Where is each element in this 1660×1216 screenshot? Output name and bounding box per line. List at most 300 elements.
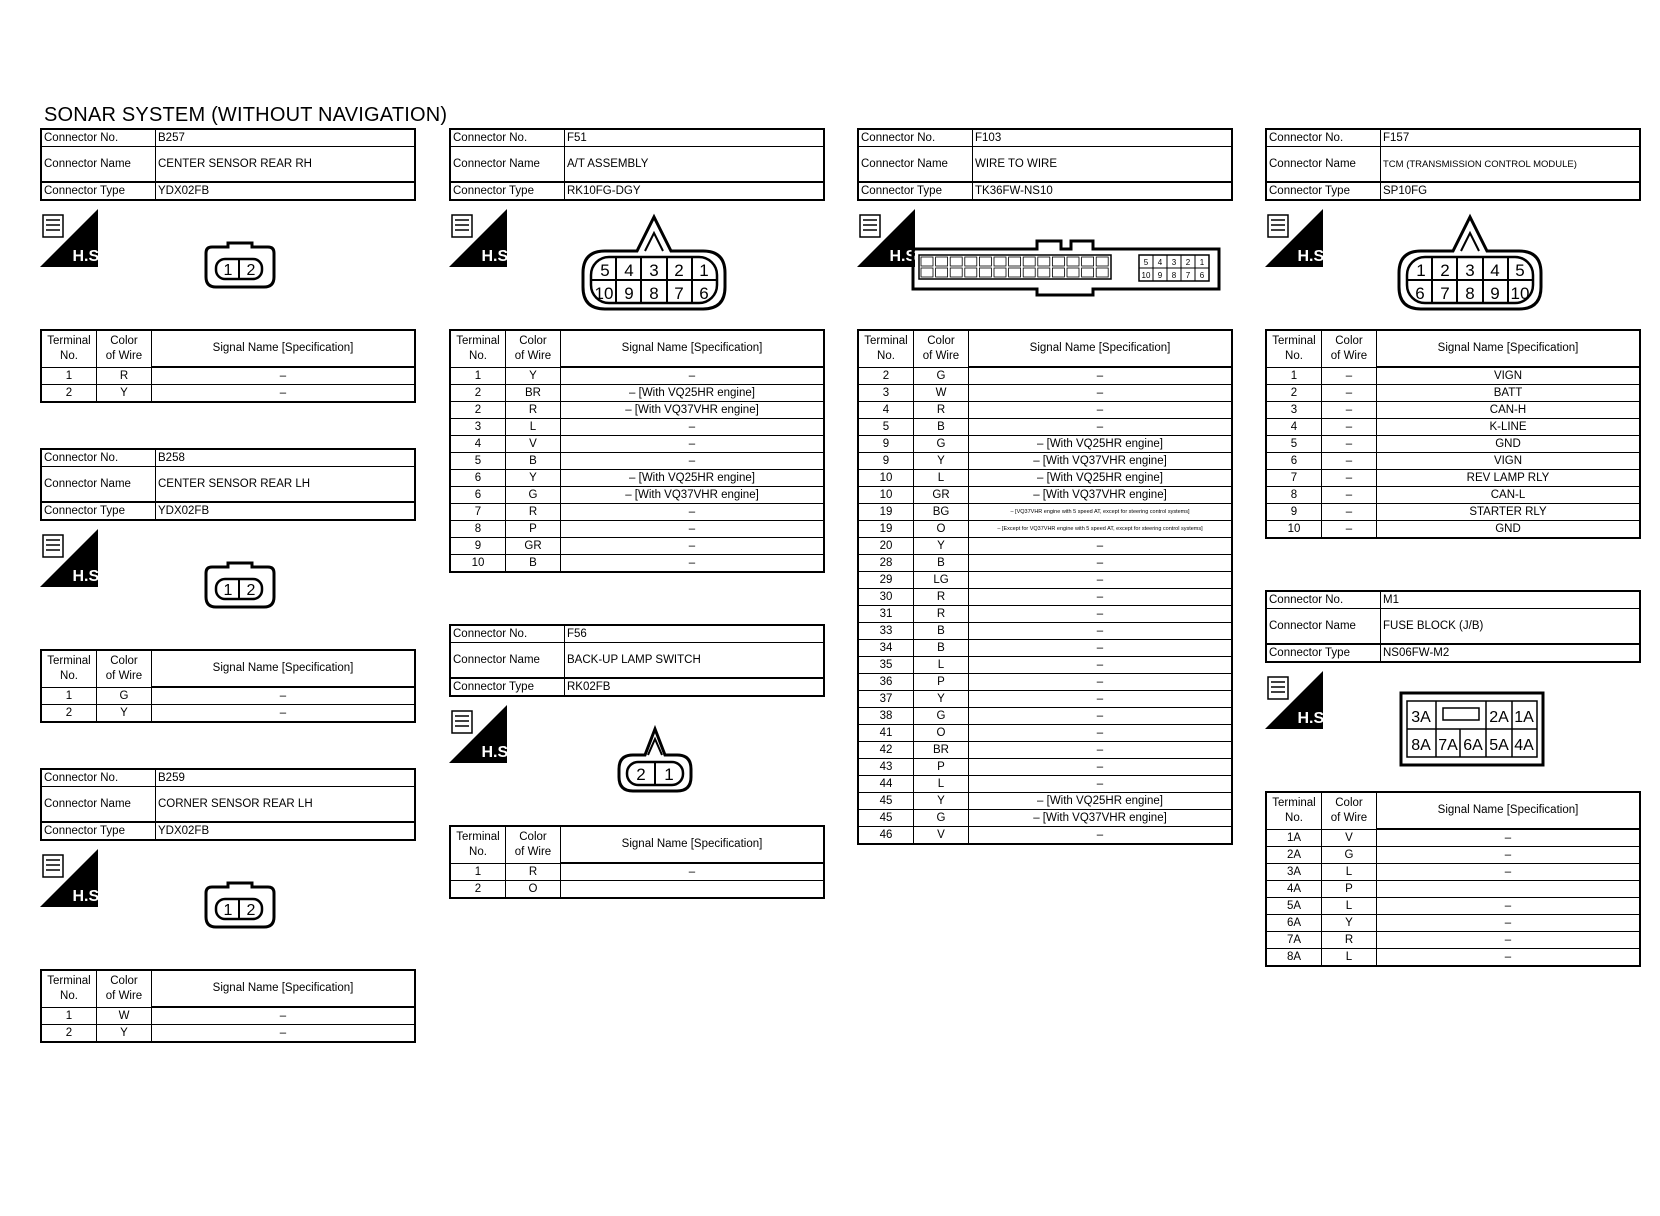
- connector-figure: [40, 521, 416, 649]
- table-row: [1266, 453, 1640, 470]
- signal-name-cell: –: [561, 453, 825, 470]
- table-row: [858, 453, 1232, 470]
- signal-name-cell: –: [1377, 915, 1641, 932]
- wire-color-cell: V: [506, 436, 561, 453]
- connector-type-label: Connector Type: [450, 678, 565, 696]
- pin-label: 3: [1465, 261, 1475, 280]
- table-row: [1266, 932, 1640, 949]
- table-row: [858, 555, 1232, 572]
- table-row: [858, 759, 1232, 776]
- signal-name-header: Signal Name [Specification]: [561, 826, 825, 863]
- table-row: [1266, 385, 1640, 402]
- terminal-no-header: Terminal No.: [450, 330, 506, 367]
- harness-side-icon: [1265, 671, 1329, 729]
- wire-color-cell: R: [914, 589, 969, 606]
- table-row: [858, 521, 1232, 538]
- table-row: [1266, 881, 1640, 898]
- connector-no-label: Connector No.: [41, 769, 156, 787]
- wire-color-cell: G: [1322, 847, 1377, 864]
- signal-name-cell: –: [1377, 898, 1641, 915]
- pin-label: 1: [223, 582, 233, 599]
- terminal-no-cell: 2A: [1266, 847, 1322, 864]
- signal-name-cell: –: [561, 436, 825, 453]
- table-row: [450, 504, 824, 521]
- signal-name-cell: –: [152, 367, 416, 385]
- signal-name-cell: –: [969, 691, 1233, 708]
- wire-color-cell: B: [914, 623, 969, 640]
- signal-name-cell: –: [969, 572, 1233, 589]
- connector-figure: [1265, 201, 1641, 329]
- pin-label: 2: [246, 582, 256, 599]
- pin-label: 5A: [1489, 737, 1509, 754]
- connector-figure: [449, 697, 825, 825]
- harness-side-icon: [40, 529, 104, 587]
- connector-no-value: B257: [156, 129, 416, 147]
- signal-name-header: Signal Name [Specification]: [152, 650, 416, 687]
- terminal-no-cell: 2: [858, 367, 914, 385]
- signal-name-cell: –: [561, 504, 825, 521]
- table-row: [858, 674, 1232, 691]
- terminal-no-cell: 30: [858, 589, 914, 606]
- terminal-no-cell: 42: [858, 742, 914, 759]
- signal-name-cell: –: [561, 419, 825, 436]
- signal-name-cell: – [With VQ25HR engine]: [969, 793, 1233, 810]
- table-row: [858, 589, 1232, 606]
- signal-name-cell: – [With VQ25HR engine]: [561, 470, 825, 487]
- wire-color-cell: BG: [914, 504, 969, 521]
- wire-color-cell: Y: [914, 691, 969, 708]
- terminal-no-header: Terminal No.: [1266, 330, 1322, 367]
- signal-name-cell: –: [152, 1007, 416, 1025]
- wire-color-cell: P: [1322, 881, 1377, 898]
- wire-color-cell: –: [1322, 436, 1377, 453]
- signal-name-header: Signal Name [Specification]: [152, 330, 416, 367]
- connector-type-value: NS06FW-M2: [1381, 644, 1641, 662]
- signal-name-cell: BATT: [1377, 385, 1641, 402]
- wire-color-cell: L: [1322, 898, 1377, 915]
- wire-color-header: Color of Wire: [506, 826, 561, 863]
- connector-info-table: [1265, 590, 1641, 663]
- table-row: [858, 504, 1232, 521]
- hs-label: H.S.: [1297, 710, 1329, 727]
- terminal-no-header: Terminal No.: [41, 970, 97, 1007]
- wire-color-cell: R: [506, 504, 561, 521]
- table-row: [858, 827, 1232, 845]
- connector-type-value: TK36FW-NS10: [973, 182, 1233, 200]
- terminal-no-cell: 4: [450, 436, 506, 453]
- table-row: [858, 606, 1232, 623]
- terminal-table: [1265, 791, 1641, 967]
- pin-label: 5: [600, 261, 610, 280]
- table-row: [450, 385, 824, 402]
- connector-figure: [449, 201, 825, 329]
- wire-color-cell: W: [914, 385, 969, 402]
- table-row: [450, 436, 824, 453]
- signal-name-cell: [1377, 881, 1641, 898]
- table-row: [858, 793, 1232, 810]
- terminal-no-cell: 10: [450, 555, 506, 573]
- hs-label: H.S.: [72, 248, 104, 265]
- pin-label: 8: [649, 284, 659, 303]
- wire-color-cell: –: [1322, 402, 1377, 419]
- wire-color-header: Color of Wire: [97, 330, 152, 367]
- table-row: [41, 705, 415, 723]
- terminal-no-cell: 31: [858, 606, 914, 623]
- wire-color-cell: Y: [914, 453, 969, 470]
- terminal-no-cell: 45: [858, 793, 914, 810]
- wire-color-cell: V: [914, 827, 969, 845]
- signal-name-cell: [561, 881, 825, 899]
- pin-label: 8A: [1411, 737, 1431, 754]
- table-row: [858, 623, 1232, 640]
- connector-8pin-fuse-face: [1399, 691, 1545, 767]
- table-row: [858, 487, 1232, 504]
- connector-block-f51: [449, 128, 825, 573]
- terminal-no-cell: 2: [1266, 385, 1322, 402]
- terminal-table: [449, 825, 825, 899]
- connector-10pin-face: [1395, 215, 1545, 315]
- wire-color-cell: G: [914, 436, 969, 453]
- connector-no-value: M1: [1381, 591, 1641, 609]
- signal-name-cell: VIGN: [1377, 453, 1641, 470]
- signal-name-cell: –: [969, 640, 1233, 657]
- terminal-no-header: Terminal No.: [41, 650, 97, 687]
- connector-no-value: B259: [156, 769, 416, 787]
- table-row: [858, 640, 1232, 657]
- signal-name-header: Signal Name [Specification]: [152, 970, 416, 1007]
- table-row: [1266, 367, 1640, 385]
- harness-side-icon: [40, 209, 104, 267]
- wire-color-cell: –: [1322, 521, 1377, 539]
- terminal-no-cell: 45: [858, 810, 914, 827]
- pin-label: 1: [223, 262, 233, 279]
- pin-label: 10: [1510, 284, 1530, 303]
- connector-block-m1: [1265, 590, 1641, 967]
- connector-info-table: [40, 128, 416, 201]
- connector-type-value: YDX02FB: [156, 182, 416, 200]
- table-row: [450, 402, 824, 419]
- wire-color-cell: G: [914, 367, 969, 385]
- signal-name-cell: –: [152, 705, 416, 723]
- terminal-no-cell: 3: [450, 419, 506, 436]
- terminal-no-cell: 36: [858, 674, 914, 691]
- wire-color-cell: Y: [506, 367, 561, 385]
- svg-text:4: 4: [1157, 258, 1163, 267]
- connector-2pin-face: [200, 561, 280, 611]
- table-row: [858, 419, 1232, 436]
- terminal-table: [857, 329, 1233, 845]
- table-row: [41, 1025, 415, 1043]
- signal-name-cell: CAN-H: [1377, 402, 1641, 419]
- wire-color-header: Color of Wire: [1322, 792, 1377, 829]
- harness-side-icon: [40, 849, 104, 907]
- connector-info-table: [449, 624, 825, 697]
- signal-name-cell: CAN-L: [1377, 487, 1641, 504]
- connector-info-table: [40, 448, 416, 521]
- wire-color-cell: O: [914, 725, 969, 742]
- signal-name-cell: – [With VQ25HR engine]: [969, 436, 1233, 453]
- terminal-no-cell: 41: [858, 725, 914, 742]
- terminal-no-cell: 3A: [1266, 864, 1322, 881]
- hs-label: H.S.: [72, 568, 104, 585]
- terminal-no-cell: 37: [858, 691, 914, 708]
- terminal-table: [449, 329, 825, 573]
- connector-figure: [857, 201, 1233, 329]
- terminal-table: [1265, 329, 1641, 539]
- connector-2pin-face: [200, 881, 280, 931]
- connector-type-value: YDX02FB: [156, 822, 416, 840]
- table-row: [1266, 949, 1640, 967]
- wire-color-cell: B: [506, 555, 561, 573]
- terminal-no-cell: 6A: [1266, 915, 1322, 932]
- connector-type-value: SP10FG: [1381, 182, 1641, 200]
- signal-name-header: Signal Name [Specification]: [1377, 330, 1641, 367]
- connector-block-f157: [1265, 128, 1641, 539]
- connector-info-table: [40, 768, 416, 841]
- signal-name-cell: –: [1377, 932, 1641, 949]
- wire-color-cell: –: [1322, 487, 1377, 504]
- signal-name-cell: GND: [1377, 436, 1641, 453]
- terminal-no-cell: 8: [1266, 487, 1322, 504]
- table-row: [858, 385, 1232, 402]
- signal-name-cell: –: [969, 623, 1233, 640]
- svg-text:3: 3: [1171, 258, 1177, 267]
- table-row: [1266, 847, 1640, 864]
- signal-name-cell: – [With VQ37VHR engine]: [561, 487, 825, 504]
- signal-name-header: Signal Name [Specification]: [1377, 792, 1641, 829]
- signal-name-cell: –: [1377, 949, 1641, 967]
- table-row: [450, 538, 824, 555]
- connector-name-label: Connector Name: [858, 147, 973, 183]
- terminal-no-cell: 4: [858, 402, 914, 419]
- table-row: [450, 521, 824, 538]
- table-row: [450, 367, 824, 385]
- wire-color-cell: –: [1322, 385, 1377, 402]
- signal-name-header: Signal Name [Specification]: [561, 330, 825, 367]
- terminal-no-cell: 6: [1266, 453, 1322, 470]
- terminal-no-cell: 2: [450, 881, 506, 899]
- pin-label: 6: [699, 284, 709, 303]
- signal-name-cell: –: [969, 657, 1233, 674]
- signal-name-cell: –: [969, 742, 1233, 759]
- wire-color-cell: –: [1322, 453, 1377, 470]
- terminal-no-cell: 20: [858, 538, 914, 555]
- terminal-no-cell: 4A: [1266, 881, 1322, 898]
- connector-type-label: Connector Type: [1266, 182, 1381, 200]
- terminal-no-cell: 2: [450, 402, 506, 419]
- connector-no-value: F157: [1381, 129, 1641, 147]
- pin-label: 3: [649, 261, 659, 280]
- signal-name-cell: –: [969, 776, 1233, 793]
- signal-name-cell: – [With VQ37VHR engine]: [969, 487, 1233, 504]
- connector-name-value: CENTER SENSOR REAR RH: [156, 147, 416, 183]
- wire-color-cell: B: [914, 640, 969, 657]
- signal-name-cell: – [With VQ37VHR engine]: [969, 810, 1233, 827]
- connector-name-label: Connector Name: [1266, 609, 1381, 645]
- terminal-no-cell: 3: [1266, 402, 1322, 419]
- table-row: [450, 419, 824, 436]
- harness-side-icon: [1265, 209, 1329, 267]
- table-row: [1266, 864, 1640, 881]
- wire-color-cell: R: [1322, 932, 1377, 949]
- connector-block-b258: [40, 448, 416, 723]
- wire-color-cell: R: [914, 606, 969, 623]
- wire-color-cell: Y: [97, 705, 152, 723]
- connector-no-value: B258: [156, 449, 416, 467]
- wire-color-cell: P: [914, 759, 969, 776]
- signal-name-cell: –: [152, 687, 416, 705]
- connector-no-label: Connector No.: [858, 129, 973, 147]
- table-row: [41, 687, 415, 705]
- connector-no-label: Connector No.: [450, 625, 565, 643]
- connector-name-value: BACK-UP LAMP SWITCH: [565, 643, 825, 679]
- connector-name-label: Connector Name: [41, 147, 156, 183]
- wire-color-cell: P: [914, 674, 969, 691]
- terminal-no-cell: 1: [41, 367, 97, 385]
- table-row: [858, 402, 1232, 419]
- pin-label: 1: [1416, 261, 1426, 280]
- terminal-no-cell: 5A: [1266, 898, 1322, 915]
- pin-label: 1: [664, 765, 674, 784]
- wire-color-header: Color of Wire: [506, 330, 561, 367]
- signal-name-cell: – [VQ37VHR engine with 5 speed AT, except for steering control systems]: [969, 504, 1233, 521]
- signal-name-cell: GND: [1377, 521, 1641, 539]
- wire-color-cell: L: [914, 657, 969, 674]
- signal-name-cell: –: [969, 538, 1233, 555]
- pin-label: 1A: [1514, 709, 1534, 726]
- terminal-no-cell: 6: [450, 470, 506, 487]
- connector-figure: [1265, 663, 1641, 791]
- terminal-no-cell: 2: [41, 1025, 97, 1043]
- wire-color-cell: –: [1322, 419, 1377, 436]
- connector-name-label: Connector Name: [41, 787, 156, 823]
- wire-color-cell: Y: [1322, 915, 1377, 932]
- pin-label: 2: [1440, 261, 1450, 280]
- signal-name-cell: – [With VQ25HR engine]: [969, 470, 1233, 487]
- pin-label: 7: [1440, 284, 1450, 303]
- terminal-no-cell: 43: [858, 759, 914, 776]
- wire-color-cell: Y: [506, 470, 561, 487]
- table-row: [858, 691, 1232, 708]
- table-row: [1266, 504, 1640, 521]
- terminal-no-header: Terminal No.: [450, 826, 506, 863]
- signal-name-cell: –: [561, 555, 825, 573]
- table-row: [1266, 402, 1640, 419]
- table-row: [858, 708, 1232, 725]
- wire-color-cell: Y: [97, 1025, 152, 1043]
- terminal-no-cell: 10: [1266, 521, 1322, 539]
- signal-name-cell: STARTER RLY: [1377, 504, 1641, 521]
- pin-label: 3A: [1411, 709, 1431, 726]
- pin-label: 4: [1490, 261, 1500, 280]
- table-row: [858, 776, 1232, 793]
- connector-name-value: CORNER SENSOR REAR LH: [156, 787, 416, 823]
- signal-name-cell: –: [969, 708, 1233, 725]
- wire-color-header: Color of Wire: [97, 970, 152, 1007]
- terminal-no-cell: 1: [450, 863, 506, 881]
- connector-type-value: YDX02FB: [156, 502, 416, 520]
- signal-name-cell: –: [561, 367, 825, 385]
- wire-color-cell: BR: [914, 742, 969, 759]
- signal-name-cell: K-LINE: [1377, 419, 1641, 436]
- pin-label: 10: [594, 284, 614, 303]
- page-title: SONAR SYSTEM (WITHOUT NAVIGATION): [44, 104, 448, 126]
- svg-text:6: 6: [1199, 271, 1205, 280]
- pin-label: 4: [624, 261, 634, 280]
- terminal-no-cell: 19: [858, 504, 914, 521]
- connector-figure: [40, 841, 416, 969]
- terminal-no-cell: 8: [450, 521, 506, 538]
- wire-color-cell: –: [1322, 470, 1377, 487]
- wire-color-cell: GR: [914, 487, 969, 504]
- terminal-no-cell: 29: [858, 572, 914, 589]
- terminal-no-header: Terminal No.: [858, 330, 914, 367]
- svg-text:10: 10: [1141, 271, 1151, 280]
- connector-no-label: Connector No.: [1266, 591, 1381, 609]
- connector-type-value: RK02FB: [565, 678, 825, 696]
- table-row: [41, 1007, 415, 1025]
- wire-color-cell: L: [1322, 949, 1377, 967]
- signal-name-cell: –: [969, 385, 1233, 402]
- signal-name-cell: –: [561, 863, 825, 881]
- table-row: [1266, 419, 1640, 436]
- terminal-no-cell: 1: [41, 1007, 97, 1025]
- terminal-no-cell: 7A: [1266, 932, 1322, 949]
- signal-name-cell: –: [969, 759, 1233, 776]
- connector-no-label: Connector No.: [41, 129, 156, 147]
- connector-info-table: [857, 128, 1233, 201]
- signal-name-cell: –: [152, 385, 416, 403]
- terminal-no-cell: 2: [450, 385, 506, 402]
- table-row: [41, 367, 415, 385]
- terminal-no-cell: 9: [858, 436, 914, 453]
- wire-color-cell: W: [97, 1007, 152, 1025]
- wire-color-header: Color of Wire: [1322, 330, 1377, 367]
- table-row: [858, 538, 1232, 555]
- signal-name-cell: –: [1377, 829, 1641, 847]
- connector-no-label: Connector No.: [450, 129, 565, 147]
- connector-type-value: RK10FG-DGY: [565, 182, 825, 200]
- wire-color-cell: Y: [97, 385, 152, 403]
- wire-color-cell: L: [914, 470, 969, 487]
- pin-label: 2: [246, 902, 256, 919]
- signal-name-cell: –: [1377, 864, 1641, 881]
- connector-figure: [40, 201, 416, 329]
- connector-type-label: Connector Type: [41, 182, 156, 200]
- table-row: [450, 487, 824, 504]
- connector-block-b259: [40, 768, 416, 1043]
- wire-color-cell: BR: [506, 385, 561, 402]
- connector-type-label: Connector Type: [858, 182, 973, 200]
- table-row: [1266, 436, 1640, 453]
- connector-type-label: Connector Type: [1266, 644, 1381, 662]
- terminal-no-cell: 7: [450, 504, 506, 521]
- terminal-no-cell: 34: [858, 640, 914, 657]
- wire-color-cell: B: [506, 453, 561, 470]
- hs-label: H.S.: [481, 744, 513, 761]
- signal-name-cell: –: [969, 419, 1233, 436]
- pin-label: 6: [1415, 284, 1425, 303]
- wire-color-header: Color of Wire: [914, 330, 969, 367]
- pin-label: 5: [1515, 261, 1525, 280]
- signal-name-cell: –: [969, 402, 1233, 419]
- hs-label: H.S.: [481, 248, 513, 265]
- terminal-no-cell: 9: [450, 538, 506, 555]
- connector-name-value: CENTER SENSOR REAR LH: [156, 467, 416, 503]
- table-row: [1266, 915, 1640, 932]
- connector-name-value: FUSE BLOCK (J/B): [1381, 609, 1641, 645]
- connector-name-label: Connector Name: [41, 467, 156, 503]
